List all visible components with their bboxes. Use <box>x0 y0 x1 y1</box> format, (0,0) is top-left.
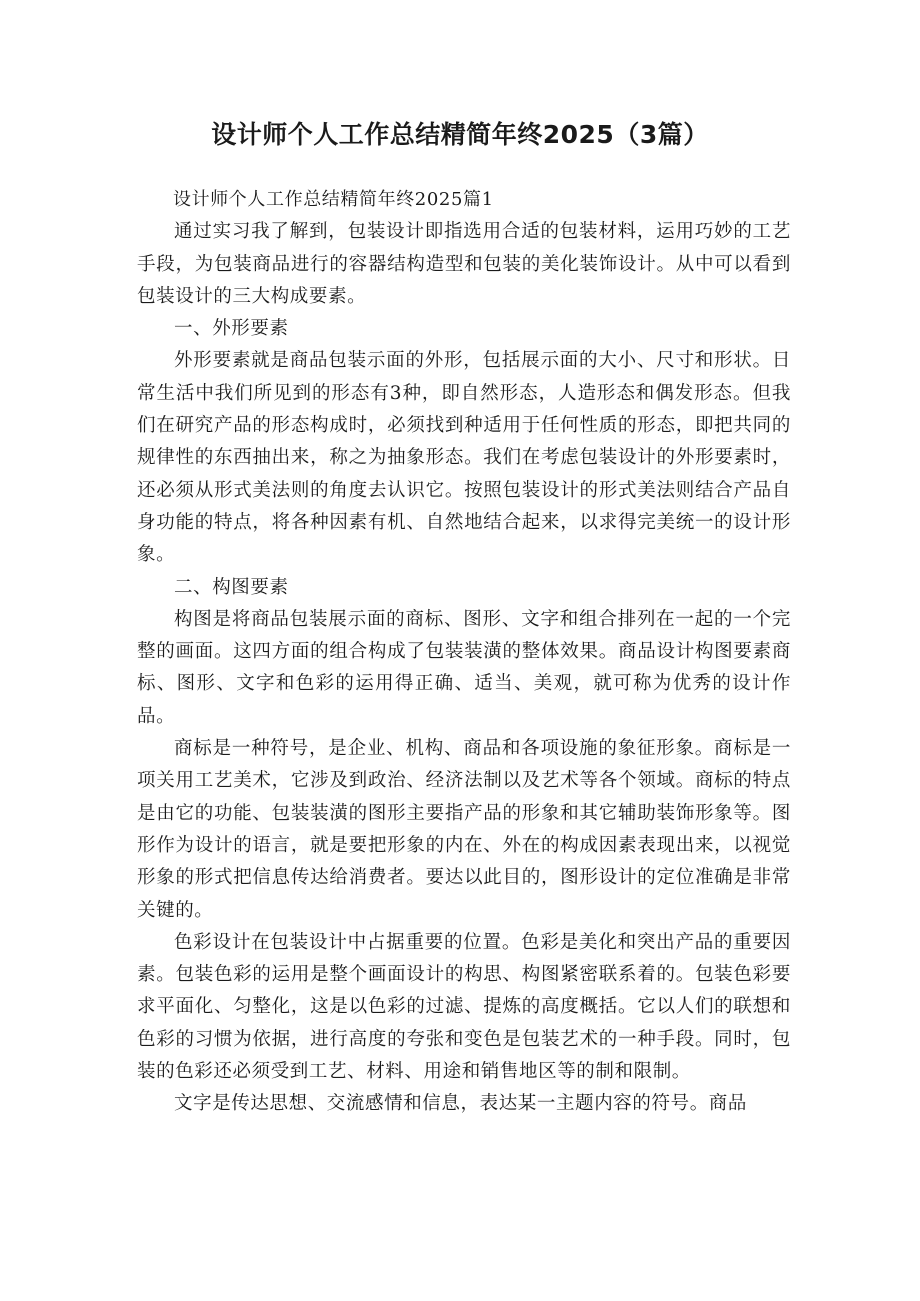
paragraph: 构图是将商品包装展示面的商标、图形、文字和组合排列在一起的一个完整的画面。这四方面的组合构成了包装装潢的整体效果。商品设计构图要素商标、图形、文字和色彩的运用得正确、适当、美观，就可称为优秀的设计作品。 <box>137 608 791 727</box>
section-heading: 一、外形要素 <box>174 318 289 340</box>
page-title: 设计师个人工作总结精简年终2025（3篇） <box>211 120 709 149</box>
paragraph: 色彩设计在包装设计中占据重要的位置。色彩是美化和突出产品的重要因素。包装色彩的运用是整个画面设计的构思、构图紧密联系着的。包装色彩要求平面化、匀整化，这是以色彩的过滤、提炼的高度概括。它以人们的联想和色彩的习惯为依据，进行高度的夸张和变色是包装艺术的一种手段。同时，包装的色彩还必须受到工艺、材料、用途和销售地区等的制和限制。 <box>137 931 791 1083</box>
paragraph: 外形要素就是商品包装示面的外形，包括展示面的大小、尺寸和形状。日常生活中我们所见到的形态有3种，即自然形态，人造形态和偶发形态。但我们在研究产品的形态构成时，必须找到种适用于任何性质的形态，即把共同的规律性的东西抽出来，称之为抽象形态。我们在考虑包装设计的外形要素时，还必须从形式美法则的角度去认识它。按照包装设计的形式美法则结合产品自身功能的特点，将各种因素有机、自然地结合起来，以求得完美统一的设计形象。 <box>137 350 791 566</box>
section-subtitle: 设计师个人工作总结精简年终2025篇1 <box>173 189 494 210</box>
paragraph: 文字是传达思想、交流感情和信息，表达某一主题内容的符号。商品 <box>174 1093 748 1115</box>
paragraph: 通过实习我了解到，包装设计即指选用合适的包装材料，运用巧妙的工艺手段，为包装商品进行的容器结构造型和包装的美化装饰设计。从中可以看到包装设计的三大构成要素。 <box>137 221 791 307</box>
section-heading: 二、构图要素 <box>174 576 289 598</box>
paragraph: 商标是一种符号，是企业、机构、商品和各项设施的象征形象。商标是一项关用工艺美术，它涉及到政治、经济法制以及艺术等各个领域。商标的特点是由它的功能、包装装潢的图形主要指产品的形象和其它辅助装饰形象等。图形作为设计的语言，就是要把形象的内在、外在的构成因素表现出来，以视觉形象的形式把信息传达给消费者。要达以此目的，图形设计的定位准确是非常关键的。 <box>137 738 791 921</box>
document-body <box>137 184 791 1121</box>
